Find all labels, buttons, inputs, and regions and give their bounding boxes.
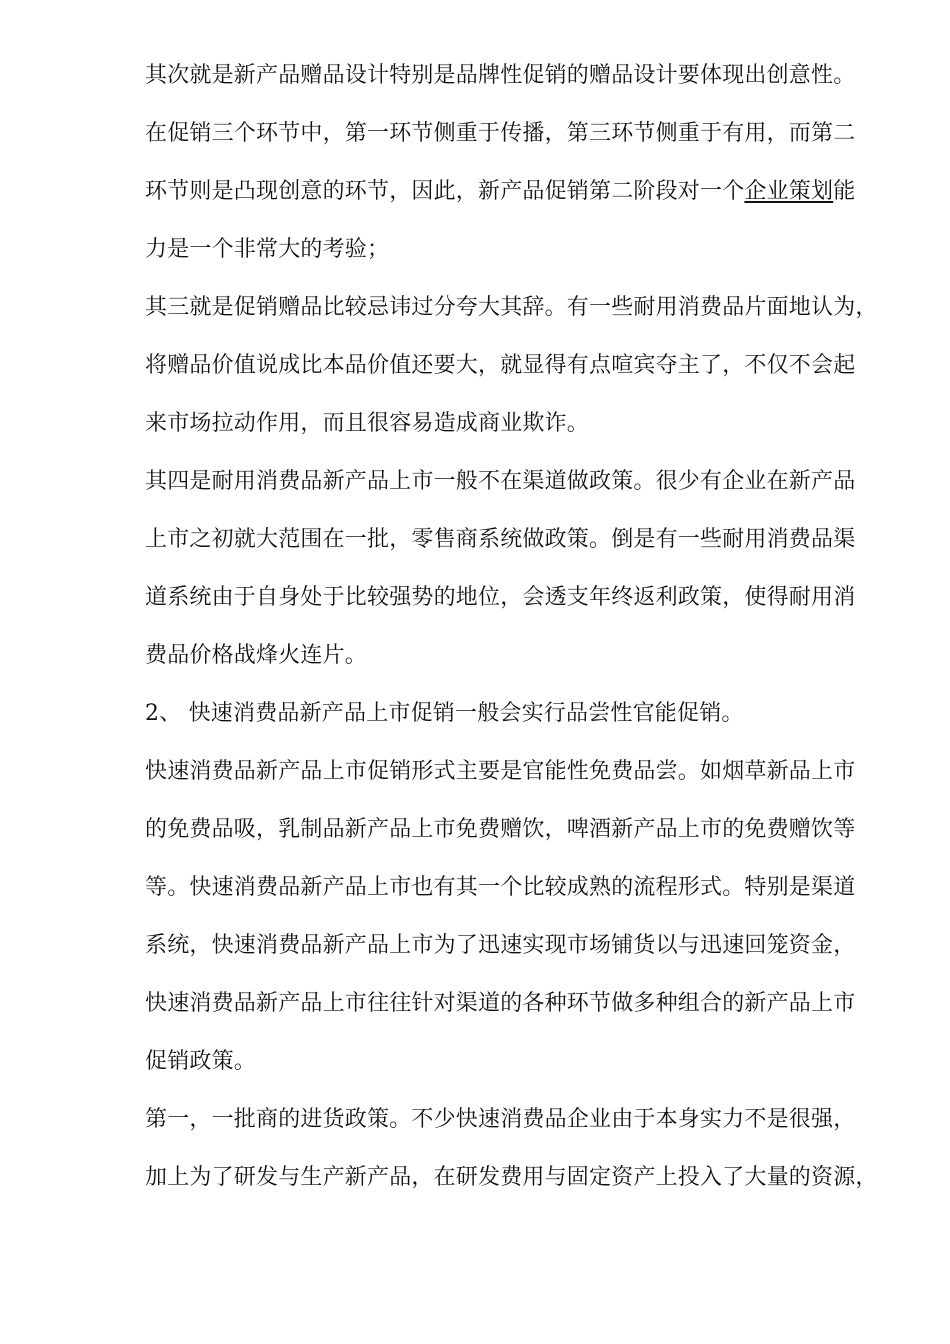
text-line-7: 来市场拉动作用，而且很容易造成商业欺诈。 <box>145 411 590 436</box>
enterprise-planning-link[interactable]: 企业策划 <box>744 179 834 204</box>
text-line-14: 的免费品吸，乳制品新产品上市免费赠饮，啤酒新产品上市的免费赠饮等 <box>145 817 856 842</box>
text-line-17: 快速消费品新产品上市往往针对渠道的各种环节做多种组合的新产品上市 <box>145 991 856 1016</box>
text-line-11: 费品价格战烽火连片。 <box>145 643 368 668</box>
text-line-16: 系统，快速消费品新产品上市为了迅速实现市场铺货以与迅速回笼资金， <box>145 933 856 958</box>
text-line-9: 上市之初就大范围在一批，零售商系统做政策。倒是有一些耐用消费品渠 <box>145 527 856 552</box>
text-line-2: 在促销三个环节中，第一环节侧重于传播，第三环节侧重于有用，而第二 <box>145 121 856 146</box>
text-line-10: 道系统由于自身处于比较强势的地位，会透支年终返利政策，使得耐用消 <box>145 585 856 610</box>
text-line-5: 其三就是促销赠品比较忌讳过分夸大其辞。有一些耐用消费品片面地认为， <box>145 295 878 320</box>
text-line-15: 等。快速消费品新产品上市也有其一个比较成熟的流程形式。特别是渠道 <box>145 875 856 900</box>
text-line-13: 快速消费品新产品上市促销形式主要是官能性免费品尝。如烟草新品上市 <box>145 759 856 784</box>
text-line-3 <box>145 172 875 230</box>
text-line-12: 2、 快速消费品新产品上市促销一般会实行品尝性官能促销。 <box>145 701 744 726</box>
text-line-3-end: 能 <box>833 179 856 204</box>
text-line-3-start: 环节则是凸现创意的环节，因此，新产品促销第二阶段对一个 <box>145 179 745 204</box>
text-line-8: 其四是耐用消费品新产品上市一般不在渠道做政策。很少有企业在新产品 <box>145 469 856 494</box>
text-line-4: 力是一个非常大的考验； <box>145 237 390 262</box>
text-line-20: 加上为了研发与生产新产品，在研发费用与固定资产上投入了大量的资源， <box>145 1165 878 1190</box>
text-line-1: 其次就是新产品赠品设计特别是品牌性促销的赠品设计要体现出创意性。 <box>145 63 856 88</box>
text-line-18: 促销政策。 <box>145 1049 257 1074</box>
document-body <box>145 56 878 1216</box>
text-line-19: 第一，一批商的进货政策。不少快速消费品企业由于本身实力不是很强， <box>145 1107 856 1132</box>
text-line-6: 将赠品价值说成比本品价值还要大，就显得有点喧宾夺主了，不仅不会起 <box>145 353 856 378</box>
